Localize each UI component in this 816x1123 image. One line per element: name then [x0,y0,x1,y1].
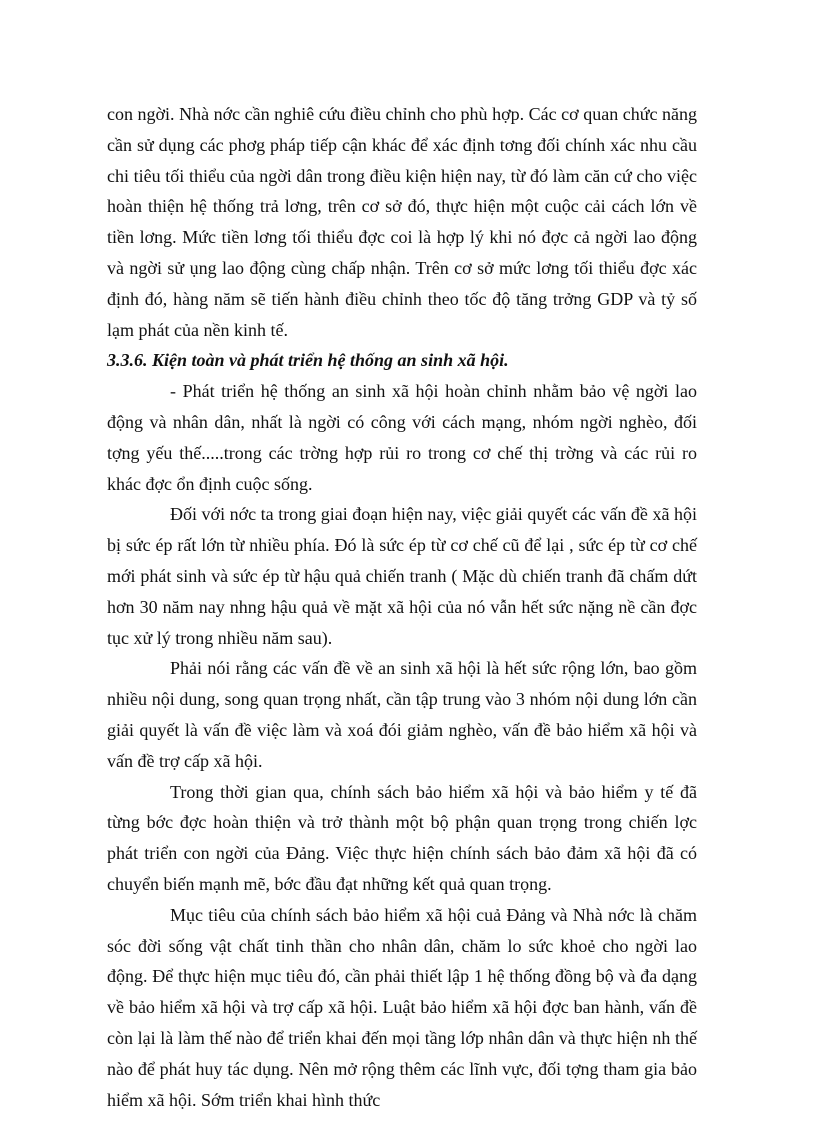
paragraph-policy-goals: Mục tiêu của chính sách bảo hiểm xã hội cuả Đảng và Nhà nớc là chăm sóc đời sống vật chất tinh thần cho nhân dân, chăm lo sức khoẻ cho ngời lao động. Để thực hiện mục tiêu đó, cần phải thiết lập 1 hệ thống đồng bộ và đa dạng về bảo hiểm xã hội và trợ cấp xã hội. Luật bảo hiểm xã hội đợc ban hành, vấn đề còn lại là làm thế nào để triển khai đến mọi tầng lớp nhân dân và thực hiện nh thế nào để phát huy tác dụng. Nên mở rộng thêm các lĩnh vực, đối tợng tham gia bảo hiểm xã hội. Sớm triển khai hình thức [107,904,697,1110]
paragraph-social-security-development: - Phát triển hệ thống an sinh xã hội hoàn chỉnh nhằm bảo vệ ngời lao động và nhân dân, nhất là ngời có công với cách mạng, nhóm ngời nghèo, đối tợng yếu thế.....trong các trờng hợp rủi ro trong cơ chế thị trờng và các rủi ro khác đợc ổn định cuộc sống. [107,381,697,494]
paragraph-scope: Phải nói rằng các vấn đề về an sinh xã hội là hết sức rộng lớn, bao gồm nhiều nội dung, song quan trọng nhất, cần tập trung vào 3 nhóm nội dung lớn cần giải quyết là vấn đề việc làm và xoá đói giảm nghèo, vấn đề bảo hiểm xã hội và vấn đề trợ cấp xã hội. [107,658,697,771]
document-body [107,99,697,1115]
paragraph-continuation: con ngời. Nhà nớc cần nghiê cứu điều chỉnh cho phù hợp. Các cơ quan chức năng cần sử dụng các phơg pháp tiếp cận khác để xác định tơng đối chính xác nhu cầu chi tiêu tối thiểu của ngời dân trong điều kiện hiện nay, từ đó làm căn cứ cho việc hoàn thiện hệ thống trả lơng, trên cơ sở đó, thực hiện một cuộc cải cách lớn về tiền lơng. Mức tiền lơng tối thiểu đợc coi là hợp lý khi nó đợc cả ngời lao động và ngời sử ụng lao động cùng chấp nhận. Trên cơ sở mức lơng tối thiểu đợc xác định đó, hàng năm sẽ tiến hành điều chỉnh theo tốc độ tăng trởng GDP và tỷ số lạm phát của nền kinh tế. [107,104,697,340]
paragraph-pressures: Đối với nớc ta trong giai đoạn hiện nay, việc giải quyết các vấn đề xã hội bị sức ép rất lớn từ nhiều phía. Đó là sức ép từ cơ chế cũ để lại , sức ép từ cơ chế mới phát sinh và sức ép từ hậu quả chiến tranh ( Mặc dù chiến tranh đã chấm dứt hơn 30 năm nay nhng hậu quả về mặt xã hội của nó vẫn hết sức nặng nề cần đợc tục xử lý trong nhiều năm sau). [107,504,697,648]
section-heading: 3.3.6. Kiện toàn và phát triển hệ thống an sinh xã hội. [107,350,509,371]
paragraph-recent-progress: Trong thời gian qua, chính sách bảo hiểm xã hội và bảo hiểm y tế đã từng bớc đợc hoàn thiện và trở thành một bộ phận quan trọng trong chiến lợc phát triển con ngời của Đảng. Việc thực hiện chính sách bảo đảm xã hội đã có chuyển biến mạnh mẽ, bớc đầu đạt những kết quả quan trọng. [107,781,697,894]
